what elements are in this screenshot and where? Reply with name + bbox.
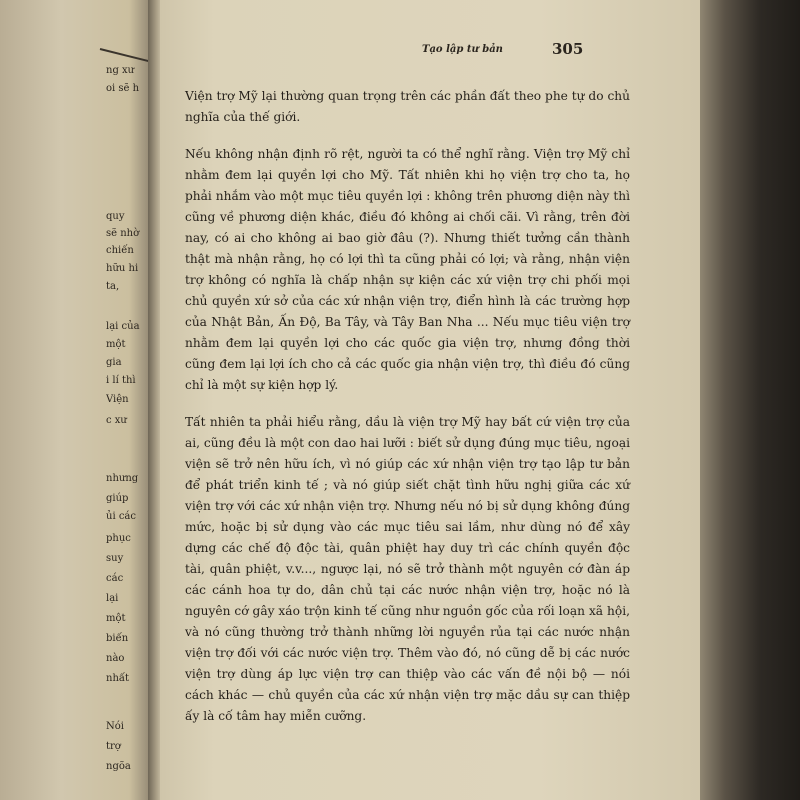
left-page-fragment: hữu hi — [106, 263, 139, 274]
body-text — [185, 86, 630, 743]
left-page-fragment: ngõa — [106, 761, 131, 772]
left-page-fragment: nào — [106, 653, 125, 664]
left-page-fragment: giúp — [106, 493, 129, 504]
running-title: Tạo lập tư bản — [422, 44, 503, 55]
left-page-fragment: ủi các — [106, 511, 136, 522]
left-page-fragment: một — [106, 339, 126, 350]
paragraph-1: Viện trợ Mỹ lại thường quan trọng trên các phần đất theo phe tự do chủ nghĩa của thế giới. — [185, 89, 630, 124]
left-page-fragment: các — [106, 573, 124, 584]
right-page — [160, 0, 700, 800]
left-page-fragment: c xư — [106, 415, 127, 426]
left-page-fragment: lại — [106, 593, 119, 604]
book-edge-shadow — [700, 0, 800, 800]
left-page-fragment: suy — [106, 553, 124, 564]
left-page-fragment: ta, — [106, 281, 120, 292]
page-number: 305 — [552, 40, 584, 58]
left-page-fragment: Nói — [106, 721, 124, 732]
left-page-fragment: i lí thì — [106, 375, 136, 386]
left-page-fragment: oi sẽ h — [106, 83, 140, 94]
left-page-fragment: một — [106, 613, 126, 624]
left-page-fragment: Viện — [106, 394, 129, 405]
left-page-fragment: trợ — [106, 741, 121, 752]
left-page-fragment: chiến — [106, 245, 134, 256]
paragraph-3: Tất nhiên ta phải hiểu rằng, dầu là viện trợ Mỹ hay bất cứ viện trợ của ai, cũng đều là một con dao hai lưỡi : biết sử dụng đúng mục tiêu, ngoại viện sẽ trở nên hữu ích, vì nó giúp các xứ nhận viện trợ tạo lập tư bản để phát triển kinh tế ; và nó giúp siết chặt tình hữu nghị giữa các xứ viện trợ với các xứ nhận viện trợ. Nhưng nếu nó bị sử dụng không đúng mức, hoặc bị sử dụng vào các mục tiêu sai lầm, như dùng nó để xây dựng các chế độ độc tài, quân phiệt hay duy trì các chính quyền độc tài, quân phiệt, v.v..., ngược lại, nó sẽ trở thành một nguyên cớ đàn áp các cánh hoa tự do, dân chủ tại các nước nhận viện trợ, hoặc nó là nguyên cớ gây xáo trộn kinh tế cũng như nguồn gốc của rối loạn xã hội, và nó cũng thường trở thành những lời nguyền rủa tại các nước nhận viện trợ đối với các nước viện trợ. Thêm vào đó, nó cũng dễ bị các nước viện trợ dùng áp lực viện trợ can thiệp vào các vấn đề nội bộ — nói cách khác — chủ quyền của các xứ nhận viện trợ mặc dầu sự can thiệp ấy là cố tâm hay miễn cưỡng. — [185, 415, 630, 723]
left-page — [0, 0, 152, 800]
left-page-rule — [100, 48, 151, 63]
left-page-fragment: ng xư — [106, 65, 135, 76]
left-page-fragment: biến — [106, 633, 129, 644]
left-page-fragment: nhưng — [106, 473, 139, 484]
left-page-fragment: lại của — [106, 321, 140, 332]
left-page-fragment: quy — [106, 211, 125, 222]
left-page-fragment: phục — [106, 533, 131, 544]
paragraph-2: Nếu không nhận định rõ rệt, người ta có thể nghĩ rằng. Viện trợ Mỹ chỉ nhằm đem lại quyền lợi cho Mỹ. Tất nhiên khi họ viện trợ cho ta, họ phải nhắm vào một mục tiêu quyền lợi : không trên phương diện này thì cũng về phương diện khác, điều đó không ai chối cãi. Vì rằng, trên đời nay, có ai cho không ai bao giờ đâu (?). Nhưng thiết tưởng cần thành thật mà nhận rằng, họ có lợi thì ta cũng phải có lợi; và rằng, nhận viện trợ không có nghĩa là chấp nhận sự kiện các xứ viện trợ chi phối mọi chủ quyền xứ sở của các xứ nhận viện trợ, điển hình là các trường hợp của Nhật Bản, Ấn Độ, Ba Tây, và Tây Ban Nha ... Nếu mục tiêu viện trợ nhằm đem lại quyền lợi cho các quốc gia viện trợ, nhưng đồng thời cũng đem lại lợi ích cho cả các quốc gia nhận viện trợ, thì điều đó cũng chỉ là một sự kiện hợp lý. — [185, 147, 630, 392]
left-page-fragment: nhất — [106, 673, 130, 684]
left-page-fragment: gia — [106, 357, 122, 368]
left-page-fragment: sẽ nhờ — [106, 228, 140, 239]
